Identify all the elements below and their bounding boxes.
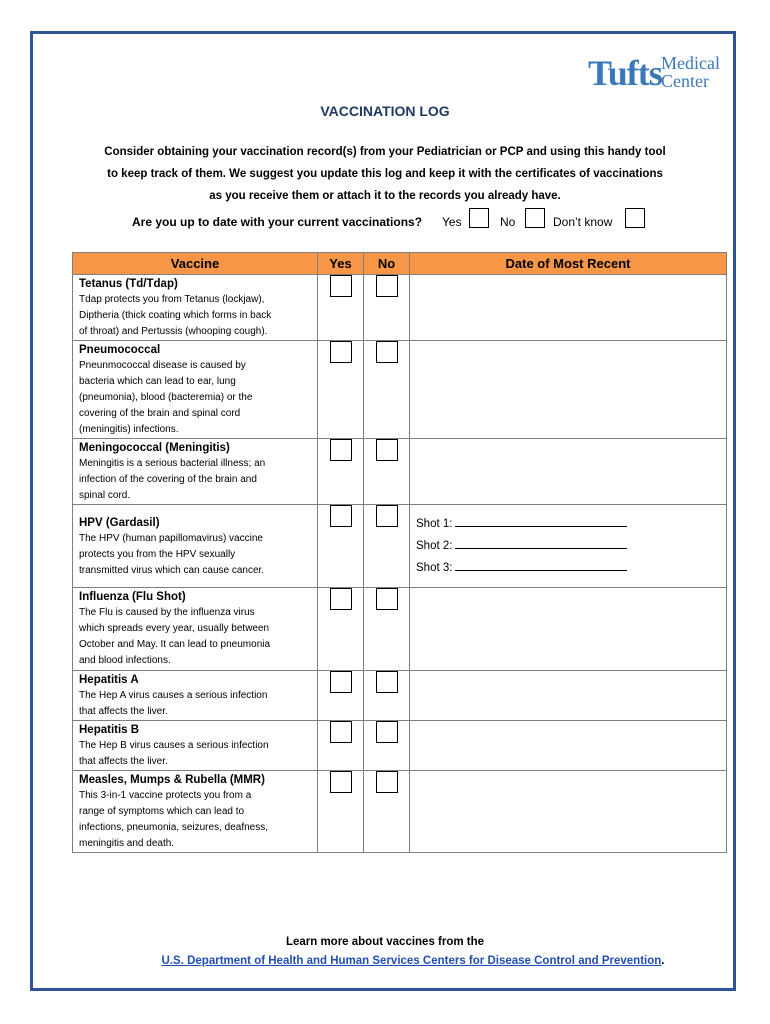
hpv-date-cell bbox=[410, 505, 727, 588]
table-row bbox=[73, 275, 727, 341]
table-row bbox=[73, 721, 727, 771]
influenza-yes-checkbox[interactable] bbox=[330, 588, 352, 610]
vaccine-name: Measles, Mumps & Rubella (MMR) bbox=[79, 774, 265, 786]
header-date: Date of Most Recent bbox=[410, 253, 727, 275]
vaccine-name: Tetanus (Td/Tdap) bbox=[79, 278, 178, 290]
vaccine-name: Meningococcal (Meningitis) bbox=[79, 442, 230, 454]
table-row bbox=[73, 341, 727, 439]
yes-checkbox[interactable] bbox=[469, 208, 489, 228]
pneumococcal-yes-checkbox[interactable] bbox=[330, 341, 352, 363]
yes-cell bbox=[318, 505, 364, 588]
vaccine-desc-line: infections, pneumonia, seizures, deafness, bbox=[79, 822, 268, 833]
vaccine-desc-line: (pneumonia), blood (bacteremia) or the bbox=[79, 392, 253, 403]
hepatitis-b-no-checkbox[interactable] bbox=[376, 721, 398, 743]
shot-2-field[interactable] bbox=[455, 536, 627, 549]
meningococcal-date-field[interactable] bbox=[410, 439, 727, 505]
yes-cell bbox=[318, 588, 364, 671]
vaccine-desc-line: covering of the brain and spinal cord bbox=[79, 408, 241, 419]
vaccine-name: HPV (Gardasil) bbox=[79, 516, 160, 529]
no-cell bbox=[364, 771, 410, 853]
shot-row bbox=[410, 513, 726, 535]
shot-row bbox=[410, 535, 726, 557]
yes-cell bbox=[318, 275, 364, 341]
option-dont-know-label: Don’t know bbox=[553, 215, 613, 229]
yes-cell bbox=[318, 439, 364, 505]
tufts-medical-center-logo bbox=[588, 53, 720, 93]
vaccine-desc-line: range of symptoms which can lead to bbox=[79, 806, 245, 817]
vaccine-desc-line: bacteria which can lead to ear, lung bbox=[79, 376, 236, 387]
vaccination-table bbox=[72, 252, 727, 853]
header-yes: Yes bbox=[318, 253, 364, 275]
vaccine-cell bbox=[73, 275, 318, 341]
shot-3-field[interactable] bbox=[455, 558, 627, 571]
hepatitis-a-yes-checkbox[interactable] bbox=[330, 671, 352, 693]
tetanus-no-checkbox[interactable] bbox=[376, 275, 398, 297]
yes-cell bbox=[318, 721, 364, 771]
no-cell bbox=[364, 275, 410, 341]
vaccine-desc-line: (meningitis) infections. bbox=[79, 424, 179, 435]
shot-label: Shot 1: bbox=[416, 518, 453, 530]
logo-line1: Medical bbox=[661, 53, 720, 73]
mmr-date-field[interactable] bbox=[410, 771, 727, 853]
vaccine-desc-line: Tdap protects you from Tetanus (lockjaw), bbox=[79, 294, 265, 305]
tetanus-date-field[interactable] bbox=[410, 275, 727, 341]
table-row bbox=[73, 771, 727, 853]
vaccine-desc-line: This 3-in-1 vaccine protects you from a bbox=[79, 790, 252, 801]
vaccine-desc-line: spinal cord. bbox=[79, 490, 131, 501]
vaccine-desc-line: meningitis and death. bbox=[79, 838, 175, 849]
mmr-yes-checkbox[interactable] bbox=[330, 771, 352, 793]
no-checkbox[interactable] bbox=[525, 208, 545, 228]
table-row bbox=[73, 505, 727, 588]
hpv-yes-checkbox[interactable] bbox=[330, 505, 352, 527]
influenza-no-checkbox[interactable] bbox=[376, 588, 398, 610]
no-cell bbox=[364, 341, 410, 439]
pneumococcal-no-checkbox[interactable] bbox=[376, 341, 398, 363]
footer-period: . bbox=[661, 955, 665, 967]
hepatitis-a-no-checkbox[interactable] bbox=[376, 671, 398, 693]
yes-cell bbox=[318, 341, 364, 439]
page-title: VACCINATION LOG bbox=[320, 103, 450, 119]
vaccine-cell bbox=[73, 721, 318, 771]
vaccine-desc-line: which spreads every year, usually between bbox=[79, 623, 270, 634]
vaccine-cell bbox=[73, 341, 318, 439]
dont-know-checkbox[interactable] bbox=[625, 208, 645, 228]
vaccine-desc-line: The Hep A virus causes a serious infection bbox=[79, 690, 268, 701]
header-no: No bbox=[364, 253, 410, 275]
vaccine-desc-line: The HPV (human papillomavirus) vaccine bbox=[79, 532, 263, 544]
vaccine-name: Influenza (Flu Shot) bbox=[79, 591, 186, 603]
question-text: Are you up to date with your current vaccinations? bbox=[132, 215, 423, 229]
no-cell bbox=[364, 588, 410, 671]
vaccine-name: Pneumococcal bbox=[79, 344, 161, 356]
vaccine-cell bbox=[73, 439, 318, 505]
vaccine-desc-line: that affects the liver. bbox=[79, 756, 168, 767]
shot-label: Shot 3: bbox=[416, 562, 453, 574]
mmr-no-checkbox[interactable] bbox=[376, 771, 398, 793]
logo-line2: Center bbox=[661, 71, 709, 91]
vaccine-desc-line: The Flu is caused by the influenza virus bbox=[79, 607, 255, 618]
yes-cell bbox=[318, 771, 364, 853]
vaccine-cell bbox=[73, 588, 318, 671]
meningococcal-yes-checkbox[interactable] bbox=[330, 439, 352, 461]
hepatitis-a-date-field[interactable] bbox=[410, 671, 727, 721]
influenza-date-field[interactable] bbox=[410, 588, 727, 671]
vaccine-desc-line: The Hep B virus causes a serious infection bbox=[79, 740, 269, 751]
intro-line: Consider obtaining your vaccination record(s) from your Pediatrician or PCP and using this handy tool bbox=[104, 146, 666, 158]
vaccine-cell bbox=[73, 671, 318, 721]
vaccine-desc-line: protects you from the HPV sexually bbox=[79, 548, 236, 560]
option-no-label: No bbox=[500, 215, 516, 229]
intro-line: to keep track of them. We suggest you update this log and keep it with the certificates of vaccinations bbox=[107, 168, 663, 180]
no-cell bbox=[364, 439, 410, 505]
intro-paragraph bbox=[70, 141, 700, 207]
vaccine-cell bbox=[73, 505, 318, 588]
vaccine-desc-line: of throat) and Pertussis (whooping cough). bbox=[79, 326, 268, 337]
meningococcal-no-checkbox[interactable] bbox=[376, 439, 398, 461]
vaccine-cell bbox=[73, 771, 318, 853]
table-header-row bbox=[73, 253, 727, 275]
no-cell bbox=[364, 671, 410, 721]
vaccine-desc-line: October and May. It can lead to pneumonia bbox=[79, 639, 271, 650]
shot-row bbox=[410, 557, 726, 579]
up-to-date-question bbox=[0, 208, 770, 234]
shot-label: Shot 2: bbox=[416, 540, 453, 552]
vaccine-desc-line: Pneunmococcal disease is caused by bbox=[79, 360, 246, 371]
pneumococcal-date-field[interactable] bbox=[410, 341, 727, 439]
vaccine-desc-line: Diptheria (thick coating which forms in back bbox=[79, 310, 272, 321]
yes-cell bbox=[318, 671, 364, 721]
header-vaccine: Vaccine bbox=[73, 253, 318, 275]
footer-link-line bbox=[0, 955, 770, 967]
no-cell bbox=[364, 721, 410, 771]
hepatitis-b-yes-checkbox[interactable] bbox=[330, 721, 352, 743]
vaccine-desc-line: that affects the liver. bbox=[79, 706, 168, 717]
vaccine-name: Hepatitis B bbox=[79, 724, 140, 736]
vaccine-desc-line: Meningitis is a serious bacterial illness; an bbox=[79, 458, 266, 469]
intro-line: as you receive them or attach it to the records you already have. bbox=[209, 190, 561, 202]
hpv-no-checkbox[interactable] bbox=[376, 505, 398, 527]
no-cell bbox=[364, 505, 410, 588]
logo-wordmark: Tufts bbox=[588, 53, 662, 93]
vaccine-desc-line: transmitted virus which can cause cancer. bbox=[79, 564, 265, 576]
vaccine-desc-line: and blood infections. bbox=[79, 655, 171, 666]
table-row bbox=[73, 588, 727, 671]
option-yes-label: Yes bbox=[442, 215, 462, 229]
tetanus-yes-checkbox[interactable] bbox=[330, 275, 352, 297]
footer-text: Learn more about vaccines from the bbox=[285, 936, 485, 948]
table-row bbox=[73, 439, 727, 505]
vaccine-name: Hepatitis A bbox=[79, 674, 139, 686]
hepatitis-b-date-field[interactable] bbox=[410, 721, 727, 771]
cdc-link[interactable]: U.S. Department of Health and Human Services Centers for Disease Control and Prevention bbox=[161, 955, 662, 967]
vaccine-desc-line: infection of the covering of the brain and bbox=[79, 474, 257, 485]
shot-1-field[interactable] bbox=[455, 514, 627, 527]
table-row bbox=[73, 671, 727, 721]
